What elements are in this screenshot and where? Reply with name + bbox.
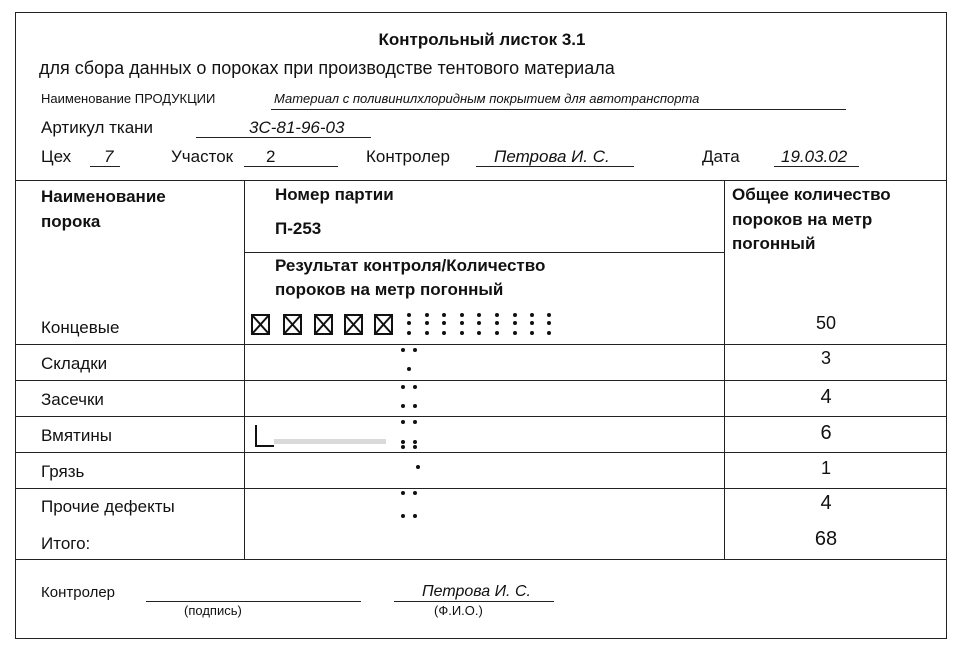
defect-header-line1: Наименование: [41, 187, 166, 206]
row-total-notches: 4: [820, 386, 832, 408]
footer-name-value: Петрова И. С.: [422, 583, 531, 600]
controller-value: Петрова И. С.: [494, 147, 610, 166]
article-label: Артикул ткани: [41, 118, 154, 137]
tally-box-3: [315, 315, 332, 334]
signature-caption: (подпись): [184, 603, 242, 618]
row-name-total: Итого:: [41, 534, 91, 553]
dents-corner-mark: [256, 425, 274, 446]
row-name-end-defects: Концевые: [41, 318, 120, 337]
tally-dots-other: [401, 491, 417, 518]
tally-dots-notches: [401, 385, 417, 408]
result-header-line1: Результат контроля/Количество: [275, 256, 546, 275]
tally-marks: [16, 13, 946, 573]
product-label: Наименование ПРОДУКЦИИ: [41, 91, 216, 106]
total-header-line3: погонный: [732, 234, 816, 253]
total-header-line1: Общее количество: [732, 185, 891, 204]
row-total-grand: 68: [814, 528, 838, 550]
tally-box-2: [284, 315, 301, 334]
tally-box-5: [375, 315, 392, 334]
tally-dots-dirt: [416, 465, 420, 469]
controller-label: Контролер: [366, 147, 450, 166]
row-name-dents: Вмятины: [41, 426, 112, 445]
checklist-form: [15, 12, 947, 639]
row-name-dirt: Грязь: [41, 462, 85, 481]
article-value: 3С-81-96-03: [249, 118, 345, 137]
row-total-dents: 6: [820, 422, 832, 444]
dents-smudge: [274, 439, 386, 444]
footer-controller-label: Контролер: [41, 584, 116, 601]
row-name-other: Прочие дефекты: [41, 497, 175, 516]
batch-header: Номер партии: [275, 185, 394, 204]
form-title: Контрольный листок 3.1: [378, 30, 586, 49]
row-total-end-defects: 50: [815, 313, 837, 333]
result-header-line2: пороков на метр погонный: [275, 280, 504, 299]
signature-line: [146, 601, 361, 602]
date-value: 19.03.02: [781, 147, 848, 166]
total-header-line2: пороков на метр: [732, 210, 873, 229]
batch-value: П-253: [275, 219, 322, 238]
date-label: Дата: [702, 147, 740, 166]
tally-dots-dents: [401, 420, 417, 449]
tally-box-4: [345, 315, 362, 334]
name-line: [394, 601, 554, 602]
name-caption: (Ф.И.О.): [434, 603, 483, 618]
section-label: Участок: [171, 147, 234, 166]
row-name-folds: Складки: [41, 354, 108, 373]
section-value: 2: [266, 147, 276, 166]
product-value: Материал с поливинилхлоридным покрытием для автотранспорта: [274, 91, 700, 106]
defect-header-line2: порока: [41, 212, 101, 231]
row-total-dirt: 1: [820, 458, 831, 478]
shop-value: 7: [104, 147, 114, 166]
shop-label: Цех: [41, 147, 72, 166]
tally-dots-folds: [401, 348, 417, 371]
row-name-notches: Засечки: [41, 390, 104, 409]
tally-box-1: [252, 315, 269, 334]
form-subtitle: для сбора данных о пороках при производстве тентового материала: [39, 58, 615, 78]
row-total-folds: 3: [820, 348, 831, 368]
tally-dots-end-defects: [407, 313, 551, 335]
row-total-other: 4: [820, 492, 832, 514]
